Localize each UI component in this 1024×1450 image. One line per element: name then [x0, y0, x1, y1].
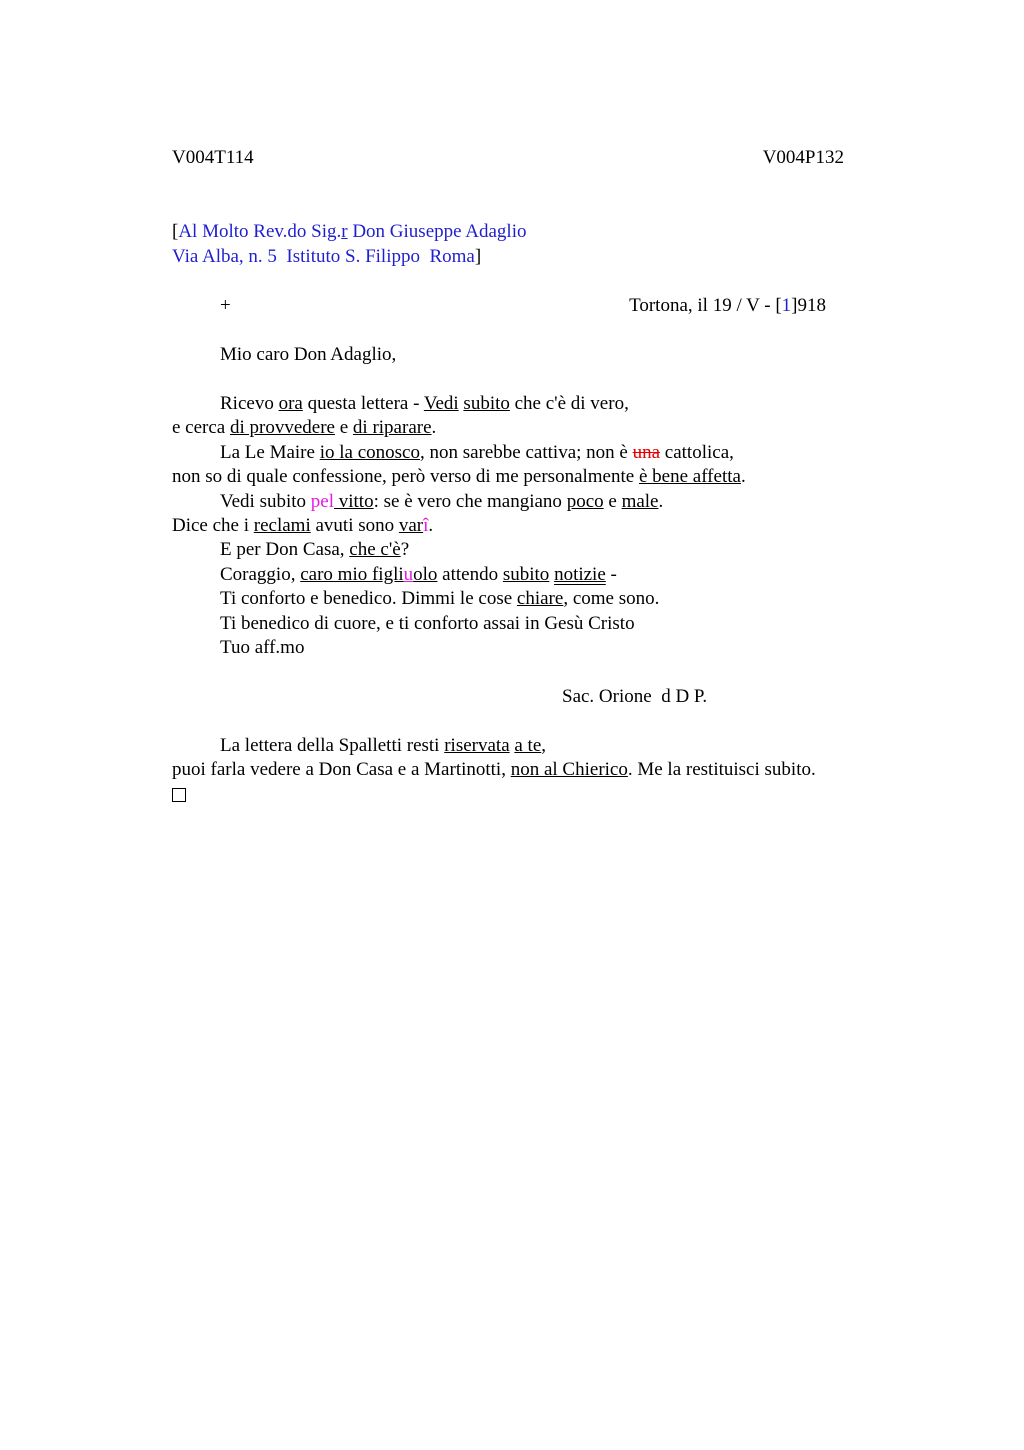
body-line-6: Dice che i reclami avuti sono varî. — [172, 515, 434, 536]
postscript-line-1: La lettera della Spalletti resti riservata a te, — [220, 735, 547, 756]
body-line-11: Tuo aff.mo — [220, 637, 305, 658]
address-line-2 — [172, 245, 481, 269]
body-line-3: La Le Maire io la conosco, non sarebbe cattiva; non è una cattolica, — [220, 442, 734, 463]
correction-accent: î — [423, 515, 429, 536]
signature: Sac. Orione d D P. — [562, 686, 708, 707]
body-line-10: Ti benedico di cuore, e ti conforto assai in Gesù Cristo — [220, 613, 635, 634]
correction-pel: pel — [310, 491, 334, 512]
body-line-1: Ricevo ora questa lettera - Vedi subito che c'è di vero, — [220, 393, 629, 414]
bracket-open: [ — [172, 221, 179, 242]
end-box-icon — [172, 784, 186, 808]
postscript-line-2: puoi farla vedere a Don Casa e a Martinotti, non al Chierico. Me la restituisci subito. — [172, 759, 816, 780]
address-name: Don Giuseppe Adaglio — [347, 221, 527, 242]
date-pre: Tortona, il 19 / V - [ — [629, 295, 782, 316]
bracket-close: ] — [474, 246, 482, 267]
body-line-9: Ti conforto e benedico. Dimmi le cose chiare, come sono. — [220, 588, 660, 609]
left-code: V004T114 — [172, 147, 254, 168]
address-line-1 — [172, 220, 526, 244]
date-digit: 1 — [781, 295, 792, 316]
right-code: V004P132 — [762, 147, 844, 168]
dateline — [629, 294, 826, 318]
body-line-5: Vedi subito pel vitto: se è vero che mangiano poco e male. — [220, 491, 664, 512]
address-superscript: r — [341, 221, 348, 242]
correction-u: u — [403, 564, 414, 585]
address-text: Al Molto Rev.do Sig. — [178, 221, 342, 242]
salutation: Mio caro Don Adaglio, — [220, 344, 397, 365]
date-post: ]918 — [791, 295, 826, 316]
body-line-8: Coraggio, caro mio figliuolo attendo subito notizie - — [220, 564, 617, 585]
cross-symbol: + — [220, 295, 231, 316]
deleted-word: una — [632, 442, 661, 463]
body-line-2: e cerca di provvedere e di riparare. — [172, 417, 437, 438]
address-street: Via Alba, n. 5 Istituto S. Filippo Roma — [172, 246, 475, 267]
body-line-7: E per Don Casa, che c'è? — [220, 539, 410, 560]
body-line-4: non so di quale confessione, però verso di me personalmente è bene affetta. — [172, 466, 746, 487]
